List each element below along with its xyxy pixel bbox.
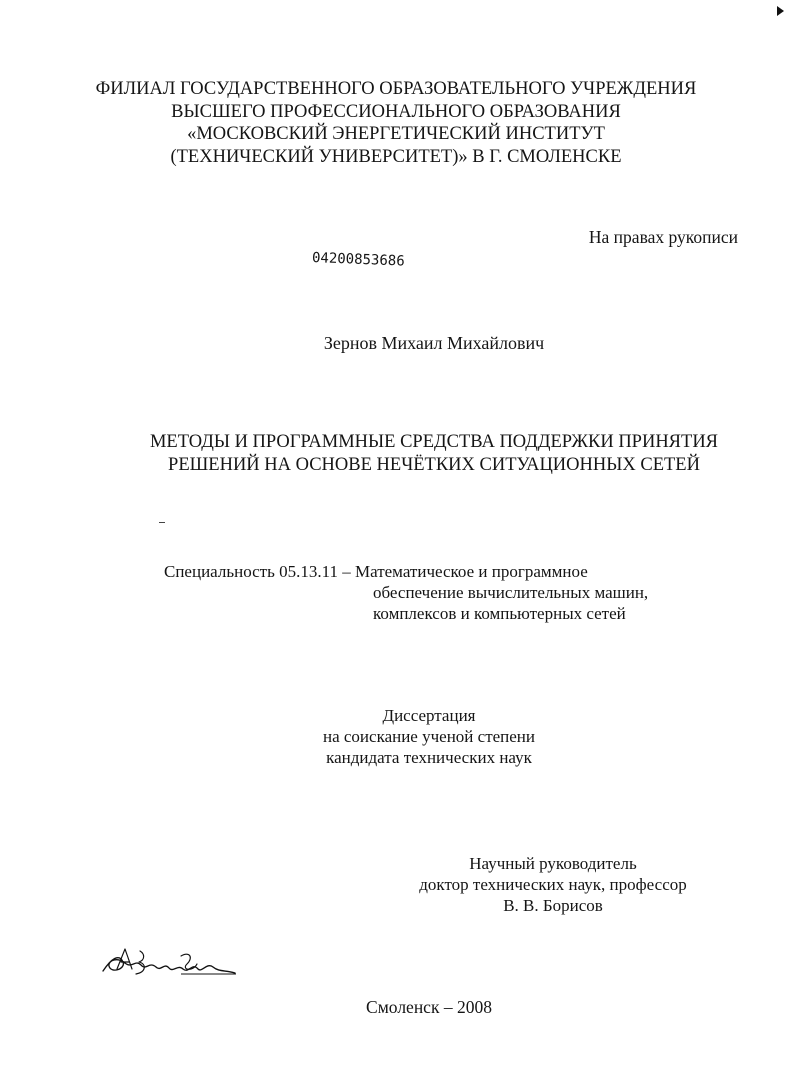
institution-line-1: ФИЛИАЛ ГОСУДАРСТВЕННОГО ОБРАЗОВАТЕЛЬНОГО УЧРЕЖДЕНИЯ: [95, 79, 697, 99]
manuscript-note: На правах рукописи: [588, 227, 738, 247]
specialty-line-3: комплексов и компьютерных сетей: [373, 604, 626, 623]
corner-arrow-icon: [777, 6, 784, 16]
author-name: Зернов Михаил Михайлович: [323, 333, 545, 353]
dissertation-title: [0, 431, 792, 477]
degree-purpose: на соискание ученой степени: [322, 727, 536, 746]
advisor-degree: доктор технических наук, профессор: [419, 875, 687, 894]
dissertation-degree-block: [0, 705, 792, 768]
specialty-line-1: Специальность 05.13.11 – Математическое и программное: [164, 562, 588, 581]
scan-dash-mark: [159, 522, 165, 523]
specialty-block: [164, 561, 648, 624]
institution-heading: [0, 78, 792, 168]
degree-name: кандидата технических наук: [326, 748, 532, 767]
signature-icon: [101, 947, 236, 982]
advisor-name: В. В. Борисов: [503, 896, 603, 915]
advisor-block: [363, 853, 743, 916]
advisor-role: Научный руководитель: [469, 854, 637, 873]
dissertation-label: Диссертация: [382, 706, 476, 725]
institution-line-4: (ТЕХНИЧЕСКИЙ УНИВЕРСИТЕТ)» В Г. СМОЛЕНСКЕ: [170, 146, 622, 167]
institution-line-3: «МОСКОВСКИЙ ЭНЕРГЕТИЧЕСКИЙ ИНСТИТУТ: [187, 124, 605, 144]
title-line-1: МЕТОДЫ И ПРОГРАММНЫЕ СРЕДСТВА ПОДДЕРЖКИ ПРИНЯТИЯ: [149, 432, 719, 452]
city-year: Смоленск – 2008: [366, 997, 492, 1017]
institution-line-2: ВЫСШЕГО ПРОФЕССИОНАЛЬНОГО ОБРАЗОВАНИЯ: [171, 101, 621, 122]
specialty-line-2: обеспечение вычислительных машин,: [373, 583, 649, 602]
registration-number: 04200853686: [311, 250, 405, 270]
title-line-2: РЕШЕНИЙ НА ОСНОВЕ НЕЧЁТКИХ СИТУАЦИОННЫХ СЕТЕЙ: [168, 455, 700, 475]
